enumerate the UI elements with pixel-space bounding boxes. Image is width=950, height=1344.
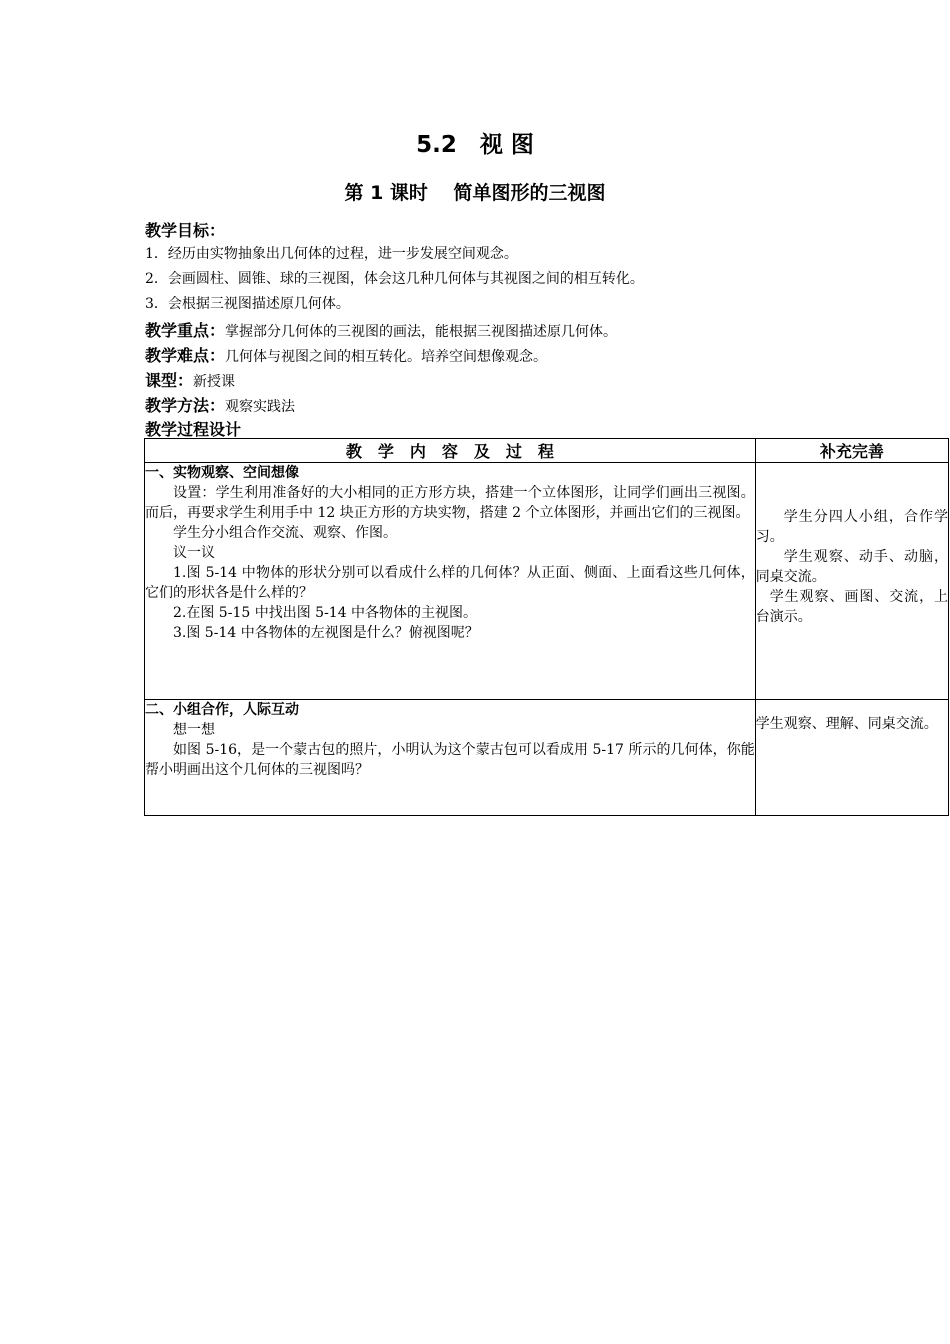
section1-heading: 一、实物观察、空间想像 xyxy=(145,465,299,481)
section1-discuss-heading: 议一议 xyxy=(173,545,215,561)
section2-heading: 二、小组合作，人际互动 xyxy=(145,702,299,718)
key-point-label: 教学重点： xyxy=(145,321,226,340)
key-point-line xyxy=(145,318,617,341)
objective-item-2: 2．会画圆柱、圆锥、球的三视图，体会这几种几何体与其视图之间的相互转化。 xyxy=(145,271,644,287)
objective-item-3: 3．会根据三视图描述原几何体。 xyxy=(145,296,350,312)
section1-question-1: 1.图 5-14 中物体的形状分别可以看成什么样的几何体？从正面、侧面、上面看这些几何体，它们的形状各是什么样的？ xyxy=(145,565,755,601)
section1-content xyxy=(145,463,756,700)
supplement-note-3: 学生观察、画图、交流，上台演示。 xyxy=(755,589,948,625)
method-line xyxy=(145,393,295,416)
difficulty-label: 教学难点： xyxy=(145,346,226,365)
lesson-subtitle: 第 1 课时 简单图形的三视图 xyxy=(344,182,606,204)
header-content-process: 教 学 内 容 及 过 程 xyxy=(145,439,756,463)
method-text: 观察实践法 xyxy=(225,399,296,415)
process-table xyxy=(144,438,949,816)
table-header-row xyxy=(145,439,949,463)
header-supplement: 补充完善 xyxy=(755,439,948,463)
section1-question-2: 2.在图 5-15 中找出图 5-14 中各物体的主视图。 xyxy=(173,605,478,621)
table-row xyxy=(145,463,949,700)
section2-supplement xyxy=(755,700,948,816)
page-title: 5.2 视 图 xyxy=(416,132,534,158)
lesson-type-text: 新授课 xyxy=(193,374,236,390)
section1-question-3: 3.图 5-14 中各物体的左视图是什么？俯视图呢？ xyxy=(173,625,479,641)
section2-think-heading: 想一想 xyxy=(173,722,215,738)
objectives-label: 教学目标： xyxy=(145,221,226,240)
difficulty-text: 几何体与视图之间的相互转化。培养空间想像观念。 xyxy=(225,349,548,365)
supplement-note-1: 学生分四人小组，合作学习。 xyxy=(755,509,948,545)
supplement-note-2: 学生观察、动手、动脑，同桌交流。 xyxy=(755,549,948,585)
section1-group-paragraph: 学生分小组合作交流、观察、作图。 xyxy=(173,525,397,541)
method-label: 教学方法： xyxy=(145,396,226,415)
objective-item-1: 1．经历由实物抽象出几何体的过程，进一步发展空间观念。 xyxy=(145,246,518,262)
key-point-text: 掌握部分几何体的三视图的画法，能根据三视图描述原几何体。 xyxy=(225,324,618,340)
lesson-type-line xyxy=(145,368,235,391)
section2-content xyxy=(145,700,756,816)
process-design-label: 教学过程设计 xyxy=(145,420,242,439)
section1-setup-paragraph: 设置：学生利用准备好的大小相同的正方形方块，搭建一个立体图形，让同学们画出三视图。而后，再要求学生利用手中 12 块正方形的方块实物，搭建 2 个立体图形，并画出它们的三视图。 xyxy=(145,485,755,521)
supplement-note-4: 学生观察、理解、同桌交流。 xyxy=(755,716,938,732)
section2-question: 如图 5-16，是一个蒙古包的照片，小明认为这个蒙古包可以看成用 5-17 所示的几何体，你能帮小明画出这个几何体的三视图吗？ xyxy=(145,742,755,778)
lesson-type-label: 课型： xyxy=(145,371,194,390)
difficulty-line xyxy=(145,343,547,366)
section1-supplement xyxy=(755,463,948,700)
table-row xyxy=(145,700,949,816)
